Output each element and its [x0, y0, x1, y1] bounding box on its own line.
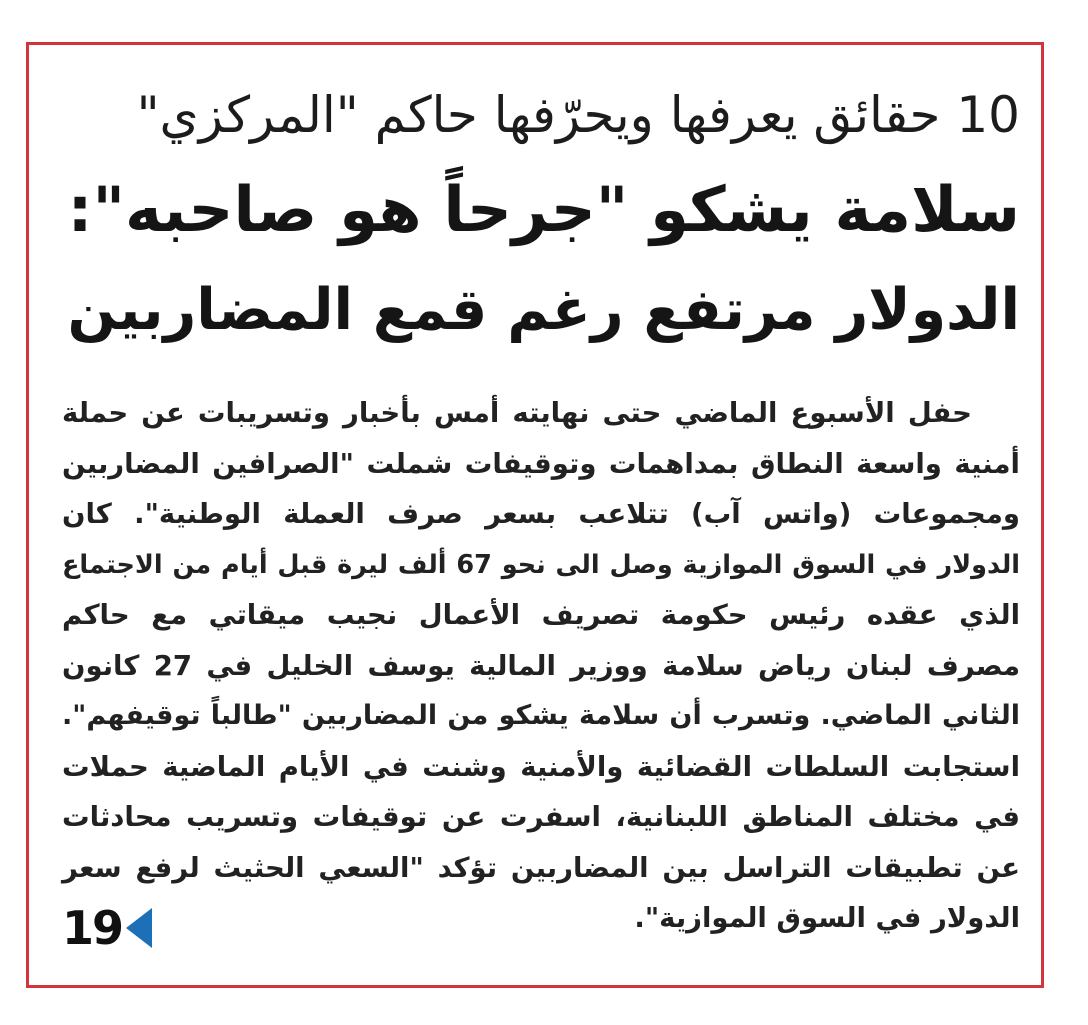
body-line: الدولار في السوق الموازية وصل الى نحو 67 ألف ليرة قبل أيام من الاجتماع [62, 549, 1021, 580]
article-body [62, 388, 1020, 944]
body-line: استجابت السلطات القضائية والأمنية وشنت في الأيام الماضية حملات [62, 750, 1020, 783]
left-triangle-icon [126, 908, 152, 948]
body-line: أمنية واسعة النطاق بمداهمات وتوقيفات شملت "الصرافين المضاربين [62, 447, 1020, 480]
headline-line-2: الدولار مرتفع رغم قمع المضاربين [67, 277, 1020, 343]
body-line: ومجموعات (واتس آب) تتلاعب بسعر صرف العملة الوطنية". كان [62, 498, 1020, 530]
page-number-marker [62, 903, 152, 953]
article-content [62, 70, 1020, 944]
body-line: عن تطبيقات التراسل بين المضاربين تؤكد "السعي الحثيث لرفع سعر [62, 851, 1020, 884]
body-line: حفل الأسبوع الماضي حتى نهايته أمس بأخبار وتسريبات عن حملة [62, 397, 972, 429]
page-number: 19 [62, 901, 123, 955]
body-line: الثاني الماضي. وتسرب أن سلامة يشكو من المضاربين "طالباً توقيفهم". [62, 700, 1020, 731]
headline-line-1: سلامة يشكو "جرحاً هو صاحبه": [67, 173, 1020, 246]
article-kicker: 10 حقائق يعرفها ويحرّفها حاكم "المركزي" [136, 86, 1020, 144]
body-line: مصرف لبنان رياض سلامة ووزير المالية يوسف الخليل في 27 كانون [62, 649, 1020, 682]
body-line: الذي عقده رئيس حكومة تصريف الأعمال نجيب ميقاتي مع حاكم [62, 599, 1020, 631]
body-line: الدولار في السوق الموازية". [634, 902, 1020, 934]
body-line: في مختلف المناطق اللبنانية، اسفرت عن توقيفات وتسريب محادثات [62, 801, 1020, 833]
